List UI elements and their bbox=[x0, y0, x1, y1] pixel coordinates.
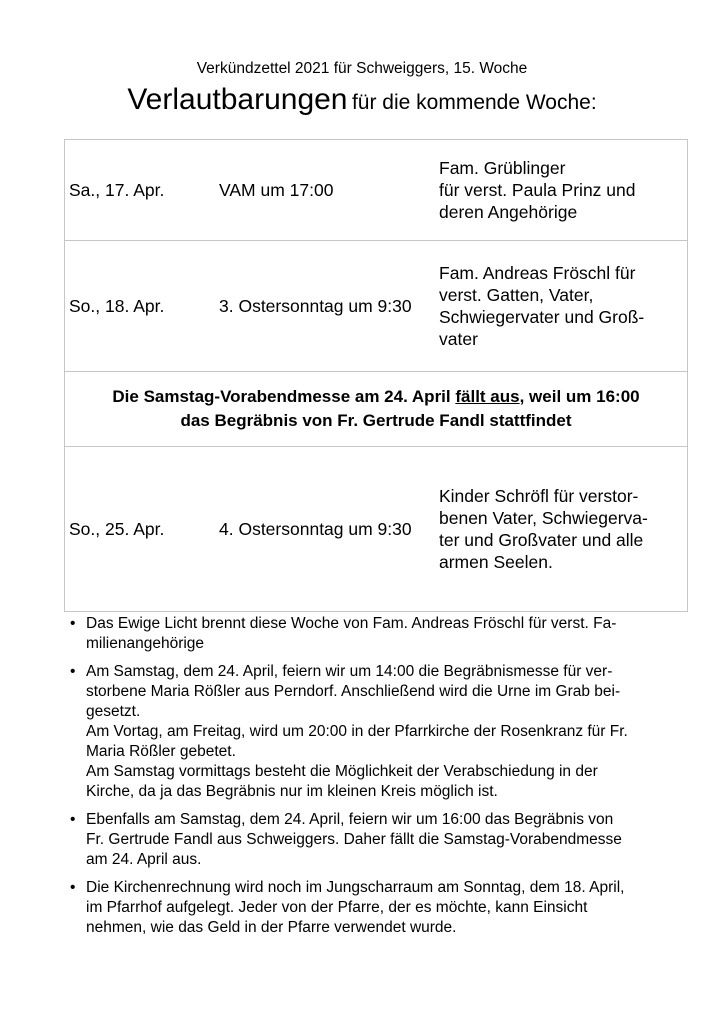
announcement-line: nehmen, wie das Geld in der Pfarre verwendet wurde. bbox=[86, 919, 457, 936]
intention-line: Schwiegervater und Groß- bbox=[439, 307, 645, 327]
schedule-event: VAM um 17:00 bbox=[219, 180, 334, 200]
schedule-date: So., 25. Apr. bbox=[69, 519, 165, 539]
bullet-icon: • bbox=[70, 663, 76, 680]
document-subtitle: Verkündzettel 2021 für Schweiggers, 15. Woche bbox=[196, 60, 528, 77]
intention-line: deren Angehörige bbox=[439, 202, 578, 222]
announcement-line: Am Vortag, am Freitag, wird um 20:00 in der Pfarrkirche der Rosenkranz für Fr. bbox=[86, 723, 628, 740]
title-main: Verlautbarungen bbox=[127, 83, 348, 116]
announcement-line: am 24. April aus. bbox=[86, 851, 202, 868]
notice-line-1 bbox=[69, 385, 683, 409]
intention-line: armen Seelen. bbox=[439, 552, 553, 572]
schedule-date: So., 18. Apr. bbox=[69, 296, 165, 316]
announcement-line: Am Samstag vormittags besteht die Möglichkeit der Verabschiedung in der bbox=[86, 763, 598, 780]
announcement-line: Ebenfalls am Samstag, dem 24. April, feiern wir um 16:00 das Begräbnis von bbox=[86, 811, 614, 828]
announcement-item bbox=[68, 614, 684, 654]
announcement-item bbox=[68, 662, 684, 802]
announcement-line: storbene Maria Rößler aus Perndorf. Anschließend wird die Urne im Grab bei- bbox=[86, 683, 621, 700]
announcement-item bbox=[68, 810, 684, 870]
announcement-list bbox=[68, 614, 684, 946]
cancellation-notice bbox=[65, 385, 687, 433]
intention-line: benen Vater, Schwiegerva- bbox=[439, 508, 648, 528]
notice-row bbox=[65, 372, 688, 447]
intention-line: vater bbox=[439, 329, 478, 349]
announcement-line: milienangehörige bbox=[86, 635, 205, 652]
notice-line-2: das Begräbnis von Fr. Gertrude Fandl stattfindet bbox=[180, 411, 572, 430]
intention-line: Kinder Schröfl für verstor- bbox=[439, 486, 639, 506]
announcement-line: Fr. Gertrude Fandl aus Schweiggers. Daher fällt die Samstag-Vorabendmesse bbox=[86, 831, 622, 848]
title-rest: für die kommende Woche: bbox=[351, 91, 597, 114]
announcement-line: Das Ewige Licht brennt diese Woche von Fam. Andreas Fröschl für verst. Fa- bbox=[86, 615, 617, 632]
notice-text-before: Die Samstag-Vorabendmesse am 24. April bbox=[112, 387, 456, 406]
document-title bbox=[0, 83, 724, 117]
intention-line: Fam. Andreas Fröschl für bbox=[439, 263, 636, 283]
intention-line: ter und Großvater und alle bbox=[439, 530, 644, 550]
schedule-row bbox=[65, 140, 688, 241]
schedule-intention bbox=[437, 157, 687, 223]
announcement-line: Die Kirchenrechnung wird noch im Jungscharraum am Sonntag, dem 18. April, bbox=[86, 879, 625, 896]
intention-line: verst. Gatten, Vater, bbox=[439, 285, 594, 305]
schedule-date: Sa., 17. Apr. bbox=[69, 180, 165, 200]
bullet-icon: • bbox=[70, 879, 76, 896]
intention-line: für verst. Paula Prinz und bbox=[439, 180, 636, 200]
announcement-line: gesetzt. bbox=[86, 703, 141, 720]
bullet-icon: • bbox=[70, 615, 76, 632]
announcement-line: Maria Rößler gebetet. bbox=[86, 743, 236, 760]
schedule-event: 3. Ostersonntag um 9:30 bbox=[219, 296, 412, 316]
announcement-line: Kirche, da ja das Begräbnis nur im kleinen Kreis möglich ist. bbox=[86, 783, 498, 800]
intention-line: Fam. Grüblinger bbox=[439, 158, 566, 178]
schedule-intention bbox=[437, 262, 687, 350]
bullet-icon: • bbox=[70, 811, 76, 828]
announcement-line: im Pfarrhof aufgelegt. Jeder von der Pfarre, der es möchte, kann Einsicht bbox=[86, 899, 588, 916]
notice-text-after: , weil um 16:00 bbox=[519, 387, 640, 406]
schedule-row bbox=[65, 447, 688, 612]
schedule-event: 4. Ostersonntag um 9:30 bbox=[219, 519, 412, 539]
schedule-intention bbox=[437, 485, 687, 573]
announcement-item bbox=[68, 878, 684, 938]
schedule-row bbox=[65, 241, 688, 372]
schedule-table bbox=[64, 139, 688, 612]
announcement-line: Am Samstag, dem 24. April, feiern wir um 14:00 die Begräbnismesse für ver- bbox=[86, 663, 613, 680]
notice-underlined: fällt aus bbox=[455, 387, 520, 406]
